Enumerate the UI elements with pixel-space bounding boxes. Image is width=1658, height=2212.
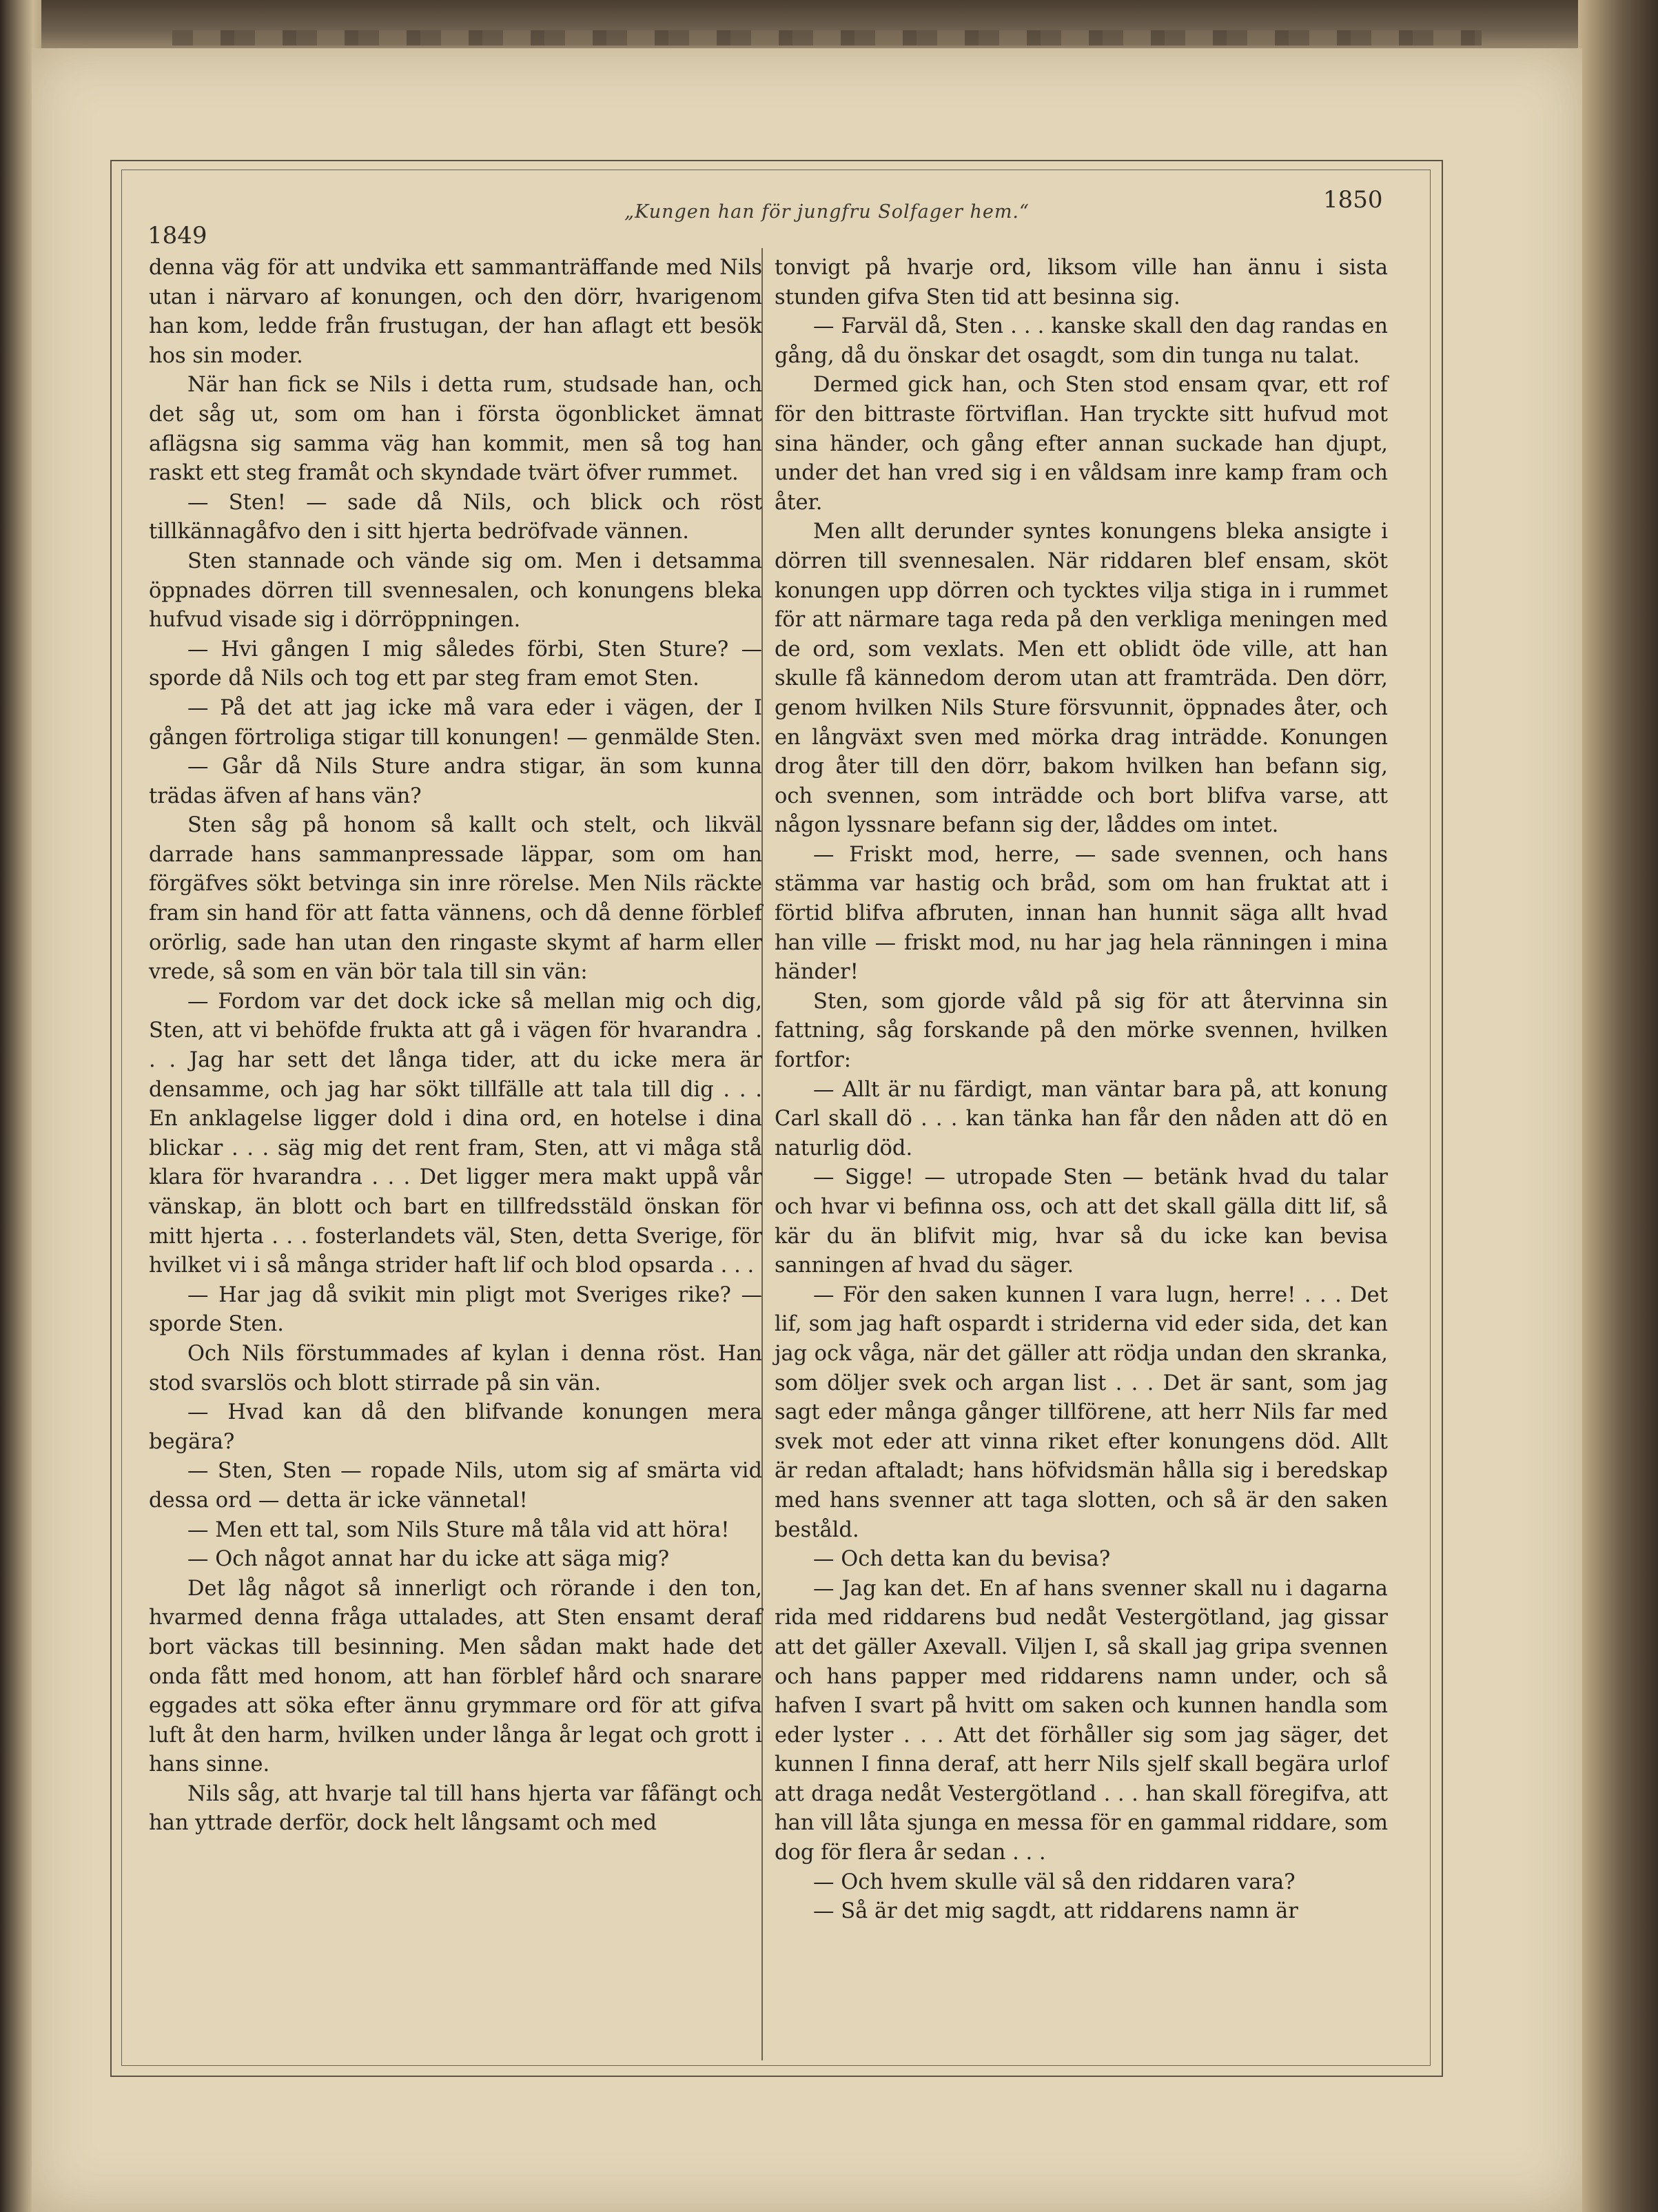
- paragraph: — Har jag då svikit min pligt mot Sveriges rike? — sporde Sten.: [149, 1282, 762, 1337]
- paragraph: När han fick se Nils i detta rum, studsade han, och det såg ut, som om han i första ögonblicket ämnat aflägsna sig samma väg han kommit, men så tog han raskt ett steg framåt och skyndade tvärt öfver rummet.: [149, 373, 762, 486]
- page-number-right: 1850: [1323, 186, 1383, 214]
- paragraph: — Farväl då, Sten . . . kanske skall den dag randas en gång, då du önskar det osagdt, som din tunga nu talat.: [775, 314, 1388, 368]
- paragraph: — Och hvem skulle väl så den riddaren vara?: [813, 1870, 1296, 1894]
- paragraph: — Men ett tal, som Nils Sture må tåla vid att höra!: [187, 1517, 730, 1542]
- binding-wear: [172, 30, 1482, 45]
- page-number-left: 1849: [147, 222, 207, 249]
- paragraph: — På det att jag icke må vara eder i vägen, der I gången förtroliga stigar till konungen! — genmälde Sten.: [149, 695, 762, 750]
- paragraph: — Allt är nu färdigt, man väntar bara på, att konung Carl skall dö . . . kan tänka han får den nåden att dö en naturlig död.: [775, 1077, 1388, 1160]
- book-spine-edge: [1578, 0, 1658, 2212]
- paragraph: Det låg något så innerligt och rörande i den ton, hvarmed denna fråga uttalades, att Sten ensamt deraf bort väckas till besinning. Men sådan makt hade det onda fått med honom, att han förblef hård och snarare eggades att söka efter ännu grymmare ord för att gifva luft åt den harm, hvilken under långa år legat och grott i hans sinne.: [149, 1576, 762, 1777]
- text-column-left: [149, 254, 762, 1839]
- paragraph: — Sten, Sten — ropade Nils, utom sig af smärta vid dessa ord — detta är icke vännetal!: [149, 1459, 762, 1513]
- paragraph: Sten såg på honom så kallt och stelt, och likväl darrade hans sammanpressade läppar, som om han förgäfves sökt betvinga sin inre rörelse. Men Nils räckte fram sin hand för att fatta vännens, och då denne förblef orörlig, sade han utan den ringaste skymt af harm eller vrede, så som en vän bör tala till sin vän:: [149, 813, 762, 985]
- paragraph: — Så är det mig sagdt, att riddarens namn är: [813, 1899, 1298, 1924]
- paragraph: Men allt derunder syntes konungens bleka ansigte i dörren till svennesalen. När riddaren blef ensam, sköt konungen upp dörren och tycktes vilja stiga in i rummet för att närmare taga reda på den verkliga meningen med de ord, som vexlats. Men ett oblidt öde ville, att han skulle få kännedom derom utan att framträda. Den dörr, genom hvilken Nils Sture försvunnit, öppnades åter, och en långväxt sven med mörka drag inträdde. Konungen drog åter till den dörr, bakom hvilken han befann sig, och svennen, som inträdde och bort blifva varse, att någon lyssnare befann sig der, låddes om intet.: [775, 520, 1388, 838]
- paragraph: — Och detta kan du bevisa?: [813, 1547, 1111, 1572]
- paragraph: — Jag kan det. En af hans svenner skall nu i dagarna rida med riddarens bud nedåt Vestergötland, jag gissar att det gäller Axevall. Viljen I, så skall jag gripa svennen och hans papper med riddarens namn under, och så hafven I svart på hvitt om saken och kunnen handla som eder lyster . . . Att det förhåller sig som jag säger, det kunnen I finna deraf, att herr Nils sjelf skall begära urlof att draga nedåt Vestergötland . . . han skall föregifva, att han vill låta sjunga en messa för en gammal riddare, som dog för flera år sedan . . .: [775, 1576, 1388, 1865]
- paragraph: denna väg för att undvika ett sammanträffande med Nils utan i närvaro af konungen, och den dörr, hvarigenom han kom, ledde från frustugan, der han aflagt ett besök hos sin moder.: [149, 256, 762, 368]
- paragraph: — Sten! — sade då Nils, och blick och röst tillkännagåfvo den i sitt hjerta bedröfvade vännen.: [149, 490, 762, 544]
- paragraph: Sten, som gjorde våld på sig för att återvinna sin fattning, såg forskande på den mörke svennen, hvilken fortfor:: [775, 989, 1388, 1073]
- paragraph: — Hvi gången I mig således förbi, Sten Sture? — sporde då Nils och tog ett par steg fram emot Sten.: [149, 637, 762, 691]
- paragraph: Sten stannade och vände sig om. Men i detsamma öppnades dörren till svennesalen, och konungens bleka hufvud visade sig i dörröppningen.: [149, 549, 762, 633]
- paragraph: Nils såg, att hvarje tal till hans hjerta var fåfängt och han yttrade derför, dock helt långsamt och med: [149, 1781, 762, 1836]
- paragraph: — För den saken kunnen I vara lugn, herre! . . . Det lif, som jag haft ospardt i striderna vid eder sida, det kan jag ock våga, när det gäller att rödja undan den skranka, som döljer svek och argan list . . . Det är sant, som jag sagt eder många gånger tillförene, att herr Nils far med svek mot eder att vinna riket efter konungens död. Allt är redan aftaladt; hans höfvidsmän hålla sig i beredskap med hans svenner att taga slotten, och så är den saken beståld.: [775, 1282, 1388, 1542]
- paragraph: Dermed gick han, och Sten stod ensam qvar, ett rof för den bittraste förtviflan. Han tryckte sitt hufvud mot sina händer, och gång efter annan suckade han djupt, under det han vred sig i en våldsam inre kamp fram och åter.: [775, 373, 1388, 515]
- paragraph: — Friskt mod, herre, — sade svennen, och hans stämma var hastig och bråd, som om han fruktat att i förtid blifva afbruten, innan han hunnit säga allt hvad han ville — friskt mod, nu har jag hela ränningen i mina händer!: [775, 842, 1388, 985]
- paragraph: tonvigt på hvarje ord, liksom ville han ännu i sista stunden gifva Sten tid att besinna sig.: [775, 256, 1388, 309]
- paragraph: Och Nils förstummades af kylan i denna röst. Han stod svarslös och blott stirrade på sin vän.: [149, 1341, 762, 1395]
- running-title: „Kungen han för jungfru Solfager hem.“: [624, 201, 1030, 223]
- paragraph: — Går då Nils Sture andra stigar, än som kunna trädas äfven af hans vän?: [149, 755, 762, 808]
- paragraph: — Hvad kan då den blifvande konungen mera begära?: [149, 1400, 762, 1454]
- paragraph: — Fordom var det dock icke så mellan mig och dig, Sten, att vi behöfde frukta att gå i vägen för hvarandra . . . Jag har sett det långa tider, att du icke mera är densamme, och jag har sökt tillfälle att tala till dig . . . En anklagelse ligger dold i dina ord, en hotelse i dina blickar . . . säg mig det rent fram, Sten, att vi måga stå klara för hvarandra . . . Det ligger mera makt uppå vår vänskap, än blott och bart en tillfredsstäld önskan för mitt hjerta . . . fosterlandets väl, Sten, detta Sverige, för hvilket vi i så många strider haft lif och blod opsarda . . .: [149, 989, 762, 1278]
- text-column-right: [775, 254, 1388, 1927]
- paragraph: — Och något annat har du icke att säga mig?: [187, 1547, 670, 1572]
- paragraph: — Sigge! — utropade Sten — betänk hvad du talar och hvar vi befinna oss, och att det skall gälla ditt lif, så kär du än blifvit mig, hvar så du icke kan bevisa sanningen af hvad du säger.: [775, 1165, 1388, 1278]
